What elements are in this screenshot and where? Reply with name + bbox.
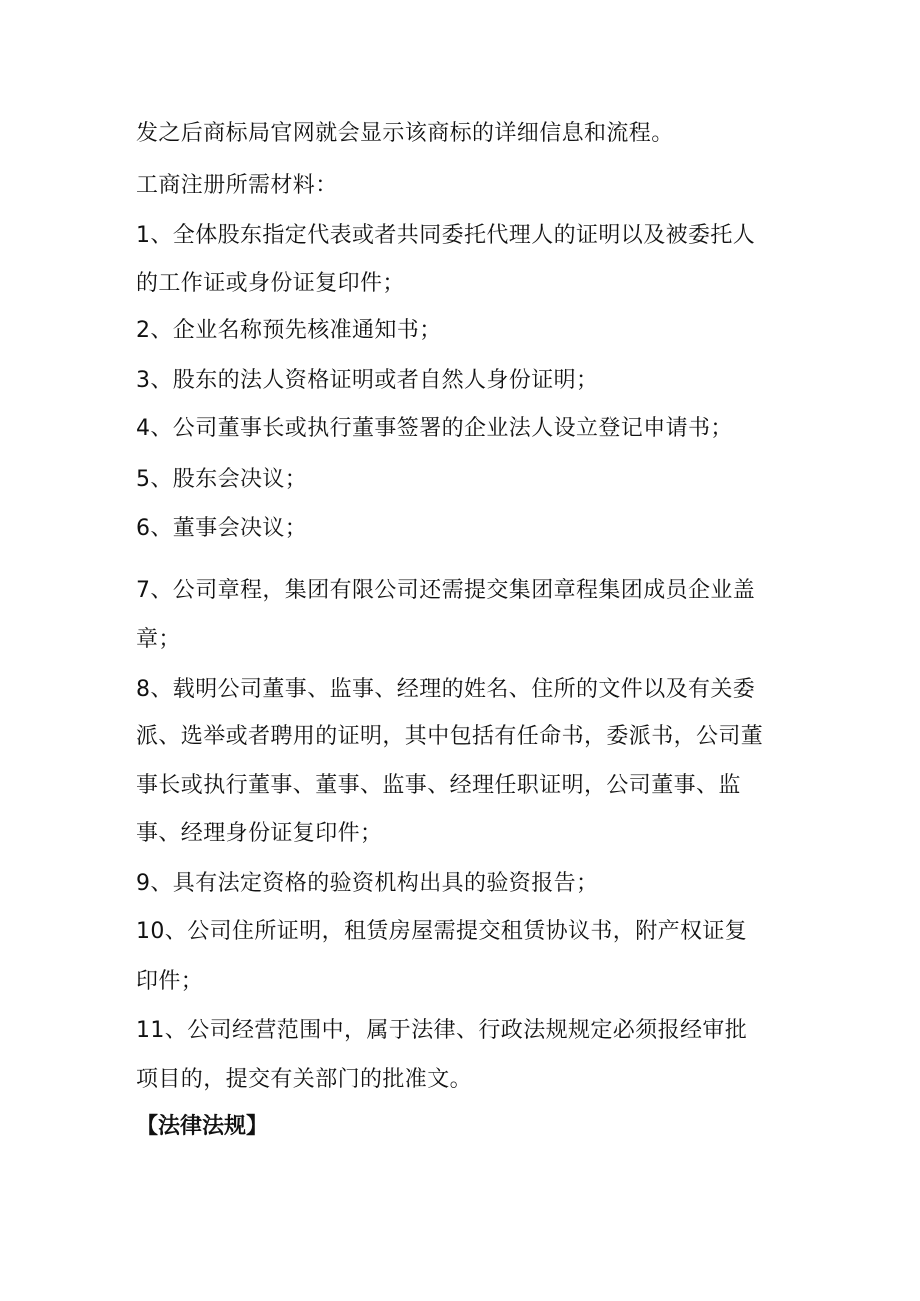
list-item-10-line-1: 10、公司住所证明，租赁房屋需提交租赁协议书，附产权证复 (136, 919, 748, 944)
section-heading: 【法律法规】 (136, 1114, 269, 1139)
list-item-4: 4、公司董事长或执行董事签署的企业法人设立登记申请书； (136, 416, 733, 441)
list-item-7-line-1: 7、公司章程，集团有限公司还需提交集团章程集团成员企业盖 (136, 578, 756, 603)
list-item-11-line-2: 项目的，提交有关部门的批准文。 (136, 1067, 473, 1092)
list-item-7-line-2: 章； (136, 627, 181, 652)
list-item-6: 6、董事会决议； (136, 516, 308, 541)
list-item-11-line-1: 11、公司经营范围中，属于法律、行政法规规定必须报经审批 (136, 1018, 748, 1043)
list-item-10-line-2: 印件； (136, 969, 204, 994)
list-item-9: 9、具有法定资格的验资机构出具的验资报告； (136, 871, 599, 896)
list-item-1-line-2: 的工作证或身份证复印件； (136, 271, 405, 296)
list-item-1-line-1: 1、全体股东指定代表或者共同委托代理人的证明以及被委托人 (136, 223, 756, 248)
list-item-8-line-2: 派、选举或者聘用的证明，其中包括有任命书，委派书，公司董 (136, 724, 764, 749)
list-item-8-line-1: 8、载明公司董事、监事、经理的姓名、住所的文件以及有关委 (136, 677, 756, 702)
list-item-3: 3、股东的法人资格证明或者自然人身份证明； (136, 368, 599, 393)
text-line-intro: 发之后商标局官网就会显示该商标的详细信息和流程。 (136, 121, 674, 146)
text-line-materials-title: 工商注册所需材料： (136, 173, 338, 198)
list-item-8-line-4: 事、经理身份证复印件； (136, 821, 383, 846)
list-item-2: 2、企业名称预先核准通知书； (136, 318, 442, 343)
list-item-5: 5、股东会决议； (136, 467, 308, 492)
list-item-8-line-3: 事长或执行董事、董事、监事、经理任职证明，公司董事、监 (136, 773, 741, 798)
